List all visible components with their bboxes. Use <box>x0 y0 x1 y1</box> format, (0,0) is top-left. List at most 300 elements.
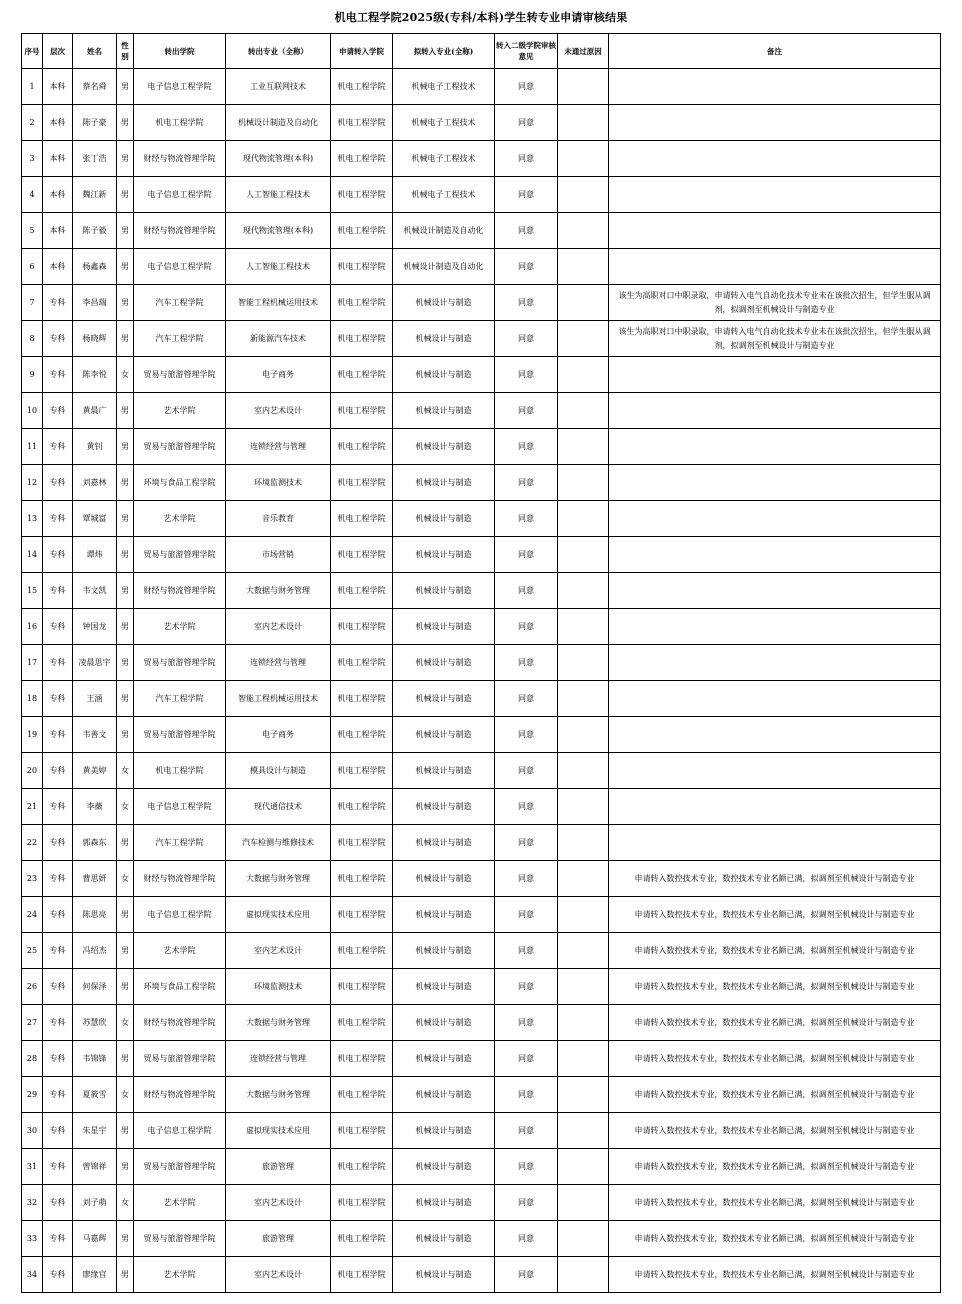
row-note <box>609 105 941 141</box>
row-opinion: 同意 <box>495 609 558 645</box>
row-no: 24 <box>22 897 43 933</box>
row-opinion: 同意 <box>495 1041 558 1077</box>
row-name: 韦文凯 <box>73 573 117 609</box>
row-from-major: 室内艺术设计 <box>226 933 331 969</box>
row-note <box>609 393 941 429</box>
row-no: 32 <box>22 1185 43 1221</box>
row-note: 该生为高职对口中职录取，申请转入电气自动化技术专业未在该批次招生，但学生服从调剂，拟调剂至机械设计与制造专业 <box>609 321 941 357</box>
row-reason <box>558 1149 609 1185</box>
row-from-college: 贸易与旅游管理学院 <box>134 1221 226 1257</box>
row-level: 专科 <box>43 1149 73 1185</box>
row-name: 魏江新 <box>73 177 117 213</box>
table-row <box>22 1077 941 1113</box>
row-reason <box>558 249 609 285</box>
row-gender: 男 <box>117 213 134 249</box>
row-reason <box>558 1041 609 1077</box>
row-opinion: 同意 <box>495 69 558 105</box>
row-note: 该生为高职对口中职录取，申请转入电气自动化技术专业未在该批次招生，但学生服从调剂，拟调剂至机械设计与制造专业 <box>609 285 941 321</box>
row-to-college: 机电工程学院 <box>331 969 393 1005</box>
table-row <box>22 753 941 789</box>
row-name: 廖缘官 <box>73 1257 117 1293</box>
row-opinion: 同意 <box>495 357 558 393</box>
table-row <box>22 105 941 141</box>
header-to-major: 拟转入专业(全称) <box>393 34 495 69</box>
row-no: 18 <box>22 681 43 717</box>
row-gender: 男 <box>117 69 134 105</box>
row-opinion: 同意 <box>495 645 558 681</box>
row-from-major: 室内艺术设计 <box>226 1185 331 1221</box>
header-opinion: 转入二级学院审核意见 <box>495 34 558 69</box>
table-row <box>22 861 941 897</box>
row-name: 王涵 <box>73 681 117 717</box>
row-no: 16 <box>22 609 43 645</box>
row-gender: 男 <box>117 825 134 861</box>
row-level: 专科 <box>43 825 73 861</box>
row-from-college: 贸易与旅游管理学院 <box>134 429 226 465</box>
row-no: 23 <box>22 861 43 897</box>
row-opinion: 同意 <box>495 861 558 897</box>
table-row <box>22 141 941 177</box>
row-gender: 女 <box>117 861 134 897</box>
row-from-major: 工业互联网技术 <box>226 69 331 105</box>
row-no: 1 <box>22 69 43 105</box>
row-no: 33 <box>22 1221 43 1257</box>
row-to-college: 机电工程学院 <box>331 1005 393 1041</box>
row-from-college: 电子信息工程学院 <box>134 897 226 933</box>
row-opinion: 同意 <box>495 501 558 537</box>
row-to-major: 机械设计与制造 <box>393 1041 495 1077</box>
row-to-major: 机械设计与制造 <box>393 501 495 537</box>
row-name: 李薇 <box>73 789 117 825</box>
row-from-college: 财经与物流管理学院 <box>134 573 226 609</box>
row-gender: 男 <box>117 609 134 645</box>
row-opinion: 同意 <box>495 789 558 825</box>
table-row <box>22 501 941 537</box>
row-level: 专科 <box>43 681 73 717</box>
row-to-college: 机电工程学院 <box>331 537 393 573</box>
row-level: 本科 <box>43 105 73 141</box>
row-note <box>609 429 941 465</box>
header-level: 层次 <box>43 34 73 69</box>
row-gender: 男 <box>117 573 134 609</box>
row-from-major: 旅游管理 <box>226 1221 331 1257</box>
row-to-college: 机电工程学院 <box>331 177 393 213</box>
row-name: 黄钊 <box>73 429 117 465</box>
row-name: 刘子萌 <box>73 1185 117 1221</box>
row-to-major: 机械设计与制造 <box>393 825 495 861</box>
row-opinion: 同意 <box>495 753 558 789</box>
row-reason <box>558 753 609 789</box>
row-no: 19 <box>22 717 43 753</box>
row-from-college: 汽车工程学院 <box>134 825 226 861</box>
row-note <box>609 249 941 285</box>
row-note: 申请转入数控技术专业，数控技术专业名额已满，拟调剂至机械设计与制造专业 <box>609 1185 941 1221</box>
row-gender: 男 <box>117 933 134 969</box>
table-row <box>22 573 941 609</box>
table-row <box>22 681 941 717</box>
row-no: 6 <box>22 249 43 285</box>
row-no: 20 <box>22 753 43 789</box>
row-note <box>609 465 941 501</box>
row-opinion: 同意 <box>495 717 558 753</box>
row-name: 覃城富 <box>73 501 117 537</box>
row-reason <box>558 825 609 861</box>
row-name: 黄晨广 <box>73 393 117 429</box>
row-note <box>609 537 941 573</box>
table-row <box>22 789 941 825</box>
row-to-college: 机电工程学院 <box>331 897 393 933</box>
row-to-major: 机械设计与制造 <box>393 1077 495 1113</box>
row-opinion: 同意 <box>495 969 558 1005</box>
row-reason <box>558 429 609 465</box>
row-from-major: 电子商务 <box>226 717 331 753</box>
row-level: 专科 <box>43 573 73 609</box>
row-from-major: 大数据与财务管理 <box>226 1005 331 1041</box>
row-opinion: 同意 <box>495 573 558 609</box>
row-to-college: 机电工程学院 <box>331 465 393 501</box>
table-row <box>22 717 941 753</box>
row-gender: 男 <box>117 897 134 933</box>
row-name: 何保泽 <box>73 969 117 1005</box>
row-to-college: 机电工程学院 <box>331 861 393 897</box>
row-from-major: 环境监测技术 <box>226 465 331 501</box>
row-level: 专科 <box>43 717 73 753</box>
row-reason <box>558 1113 609 1149</box>
row-no: 8 <box>22 321 43 357</box>
row-level: 专科 <box>43 789 73 825</box>
row-gender: 男 <box>117 1257 134 1293</box>
table-row <box>22 537 941 573</box>
row-no: 13 <box>22 501 43 537</box>
row-to-major: 机械设计与制造 <box>393 609 495 645</box>
row-to-major: 机械电子工程技术 <box>393 177 495 213</box>
row-from-college: 贸易与旅游管理学院 <box>134 357 226 393</box>
row-from-major: 虚拟现实技术应用 <box>226 1113 331 1149</box>
row-note <box>609 609 941 645</box>
row-opinion: 同意 <box>495 933 558 969</box>
row-from-college: 贸易与旅游管理学院 <box>134 1041 226 1077</box>
row-level: 专科 <box>43 609 73 645</box>
row-name: 黄美婷 <box>73 753 117 789</box>
row-note: 申请转入数控技术专业，数控技术专业名额已满，拟调剂至机械设计与制造专业 <box>609 1149 941 1185</box>
row-name: 杨晓辉 <box>73 321 117 357</box>
row-to-major: 机械设计与制造 <box>393 465 495 501</box>
row-to-college: 机电工程学院 <box>331 1077 393 1113</box>
row-from-college: 财经与物流管理学院 <box>134 1005 226 1041</box>
row-level: 本科 <box>43 249 73 285</box>
row-level: 专科 <box>43 393 73 429</box>
row-no: 25 <box>22 933 43 969</box>
row-to-college: 机电工程学院 <box>331 501 393 537</box>
row-opinion: 同意 <box>495 1005 558 1041</box>
row-reason <box>558 717 609 753</box>
row-from-college: 电子信息工程学院 <box>134 69 226 105</box>
row-to-major: 机械设计与制造 <box>393 357 495 393</box>
row-no: 26 <box>22 969 43 1005</box>
row-to-major: 机械电子工程技术 <box>393 141 495 177</box>
row-to-college: 机电工程学院 <box>331 645 393 681</box>
row-no: 2 <box>22 105 43 141</box>
header-name: 姓名 <box>73 34 117 69</box>
header-reason: 未通过原因 <box>558 34 609 69</box>
row-gender: 女 <box>117 1077 134 1113</box>
row-from-college: 汽车工程学院 <box>134 681 226 717</box>
row-gender: 女 <box>117 1005 134 1041</box>
row-from-college: 艺术学院 <box>134 609 226 645</box>
row-to-major: 机械设计与制造 <box>393 393 495 429</box>
row-opinion: 同意 <box>495 249 558 285</box>
row-from-college: 电子信息工程学院 <box>134 177 226 213</box>
row-from-college: 财经与物流管理学院 <box>134 861 226 897</box>
row-reason <box>558 1005 609 1041</box>
row-from-major: 虚拟现实技术应用 <box>226 897 331 933</box>
row-from-major: 人工智能工程技术 <box>226 249 331 285</box>
row-note <box>609 573 941 609</box>
row-no: 29 <box>22 1077 43 1113</box>
row-opinion: 同意 <box>495 681 558 717</box>
row-to-college: 机电工程学院 <box>331 321 393 357</box>
row-opinion: 同意 <box>495 1077 558 1113</box>
table-row <box>22 1113 941 1149</box>
row-name: 陈子豪 <box>73 105 117 141</box>
row-level: 专科 <box>43 1185 73 1221</box>
row-to-college: 机电工程学院 <box>331 1113 393 1149</box>
row-to-college: 机电工程学院 <box>331 717 393 753</box>
row-level: 专科 <box>43 321 73 357</box>
row-to-major: 机械设计与制造 <box>393 789 495 825</box>
row-note: 申请转入数控技术专业，数控技术专业名额已满，拟调剂至机械设计与制造专业 <box>609 1257 941 1293</box>
row-note <box>609 681 941 717</box>
row-name: 刘嘉林 <box>73 465 117 501</box>
row-to-major: 机械设计与制造 <box>393 681 495 717</box>
row-no: 7 <box>22 285 43 321</box>
results-table <box>21 33 941 1293</box>
row-gender: 男 <box>117 645 134 681</box>
row-from-major: 智能工程机械运用技术 <box>226 681 331 717</box>
row-to-major: 机械设计与制造 <box>393 645 495 681</box>
row-to-major: 机械设计制造及自动化 <box>393 249 495 285</box>
row-from-college: 电子信息工程学院 <box>134 789 226 825</box>
row-from-college: 贸易与旅游管理学院 <box>134 537 226 573</box>
table-row <box>22 393 941 429</box>
row-note <box>609 501 941 537</box>
row-name: 陈李悦 <box>73 357 117 393</box>
row-level: 专科 <box>43 537 73 573</box>
row-to-college: 机电工程学院 <box>331 753 393 789</box>
row-name: 曾锦祥 <box>73 1149 117 1185</box>
row-note: 申请转入数控技术专业，数控技术专业名额已满，拟调剂至机械设计与制造专业 <box>609 933 941 969</box>
row-note <box>609 213 941 249</box>
row-to-major: 机械设计制造及自动化 <box>393 213 495 249</box>
row-reason <box>558 897 609 933</box>
row-from-college: 电子信息工程学院 <box>134 249 226 285</box>
row-from-college: 电子信息工程学院 <box>134 1113 226 1149</box>
row-to-college: 机电工程学院 <box>331 357 393 393</box>
row-from-major: 音乐教育 <box>226 501 331 537</box>
row-gender: 男 <box>117 1041 134 1077</box>
row-gender: 男 <box>117 393 134 429</box>
row-reason <box>558 501 609 537</box>
row-gender: 女 <box>117 789 134 825</box>
row-no: 5 <box>22 213 43 249</box>
row-to-college: 机电工程学院 <box>331 213 393 249</box>
row-from-college: 贸易与旅游管理学院 <box>134 717 226 753</box>
row-to-college: 机电工程学院 <box>331 1221 393 1257</box>
row-gender: 男 <box>117 681 134 717</box>
row-reason <box>558 789 609 825</box>
table-row <box>22 69 941 105</box>
row-no: 14 <box>22 537 43 573</box>
row-to-major: 机械设计与制造 <box>393 1185 495 1221</box>
row-gender: 男 <box>117 465 134 501</box>
row-gender: 女 <box>117 357 134 393</box>
row-opinion: 同意 <box>495 429 558 465</box>
row-note <box>609 789 941 825</box>
row-no: 28 <box>22 1041 43 1077</box>
row-name: 陈思亮 <box>73 897 117 933</box>
row-level: 专科 <box>43 933 73 969</box>
row-reason <box>558 1077 609 1113</box>
row-name: 凌晨思宇 <box>73 645 117 681</box>
row-reason <box>558 609 609 645</box>
row-to-major: 机械电子工程技术 <box>393 105 495 141</box>
row-to-major: 机械设计与制造 <box>393 429 495 465</box>
row-from-major: 现代物流管理(本科) <box>226 141 331 177</box>
row-opinion: 同意 <box>495 177 558 213</box>
row-to-college: 机电工程学院 <box>331 1149 393 1185</box>
row-from-major: 新能源汽车技术 <box>226 321 331 357</box>
table-row <box>22 177 941 213</box>
row-to-college: 机电工程学院 <box>331 933 393 969</box>
row-level: 专科 <box>43 753 73 789</box>
row-to-college: 机电工程学院 <box>331 393 393 429</box>
row-to-major: 机械设计与制造 <box>393 861 495 897</box>
row-no: 21 <box>22 789 43 825</box>
row-to-college: 机电工程学院 <box>331 105 393 141</box>
row-to-college: 机电工程学院 <box>331 1257 393 1293</box>
row-gender: 男 <box>117 429 134 465</box>
row-gender: 女 <box>117 1185 134 1221</box>
row-to-major: 机械设计与制造 <box>393 573 495 609</box>
row-to-major: 机械设计与制造 <box>393 321 495 357</box>
row-level: 专科 <box>43 1221 73 1257</box>
table-row <box>22 465 941 501</box>
row-to-major: 机械电子工程技术 <box>393 69 495 105</box>
row-name: 李昌瑞 <box>73 285 117 321</box>
row-from-major: 现代物流管理(本科) <box>226 213 331 249</box>
table-row <box>22 1005 941 1041</box>
table-row <box>22 285 941 321</box>
row-note <box>609 357 941 393</box>
row-opinion: 同意 <box>495 537 558 573</box>
row-from-college: 机电工程学院 <box>134 105 226 141</box>
row-level: 本科 <box>43 213 73 249</box>
table-body <box>22 69 941 1293</box>
row-gender: 男 <box>117 285 134 321</box>
row-to-major: 机械设计与制造 <box>393 969 495 1005</box>
table-row <box>22 897 941 933</box>
row-gender: 男 <box>117 1149 134 1185</box>
row-opinion: 同意 <box>495 1257 558 1293</box>
row-level: 专科 <box>43 1113 73 1149</box>
row-reason <box>558 357 609 393</box>
row-name: 夏筱雪 <box>73 1077 117 1113</box>
row-no: 12 <box>22 465 43 501</box>
row-name: 陈子毅 <box>73 213 117 249</box>
row-name: 苏慧欣 <box>73 1005 117 1041</box>
row-name: 郭森东 <box>73 825 117 861</box>
row-from-major: 市场营销 <box>226 537 331 573</box>
row-reason <box>558 69 609 105</box>
row-level: 专科 <box>43 1077 73 1113</box>
row-no: 17 <box>22 645 43 681</box>
row-from-major: 连锁经营与管理 <box>226 1041 331 1077</box>
row-from-major: 大数据与财务管理 <box>226 573 331 609</box>
row-gender: 男 <box>117 1221 134 1257</box>
row-note <box>609 717 941 753</box>
row-note <box>609 825 941 861</box>
row-to-college: 机电工程学院 <box>331 1185 393 1221</box>
row-from-major: 室内艺术设计 <box>226 609 331 645</box>
row-reason <box>558 285 609 321</box>
table-row <box>22 645 941 681</box>
row-name: 朱星宇 <box>73 1113 117 1149</box>
row-from-major: 大数据与财务管理 <box>226 861 331 897</box>
row-from-major: 现代通信技术 <box>226 789 331 825</box>
row-opinion: 同意 <box>495 393 558 429</box>
row-to-college: 机电工程学院 <box>331 789 393 825</box>
table-row <box>22 1041 941 1077</box>
row-level: 专科 <box>43 1041 73 1077</box>
row-level: 本科 <box>43 141 73 177</box>
header-from-major: 转出专业（全称） <box>226 34 331 69</box>
row-from-college: 贸易与旅游管理学院 <box>134 1149 226 1185</box>
row-note: 申请转入数控技术专业，数控技术专业名额已满，拟调剂至机械设计与制造专业 <box>609 1077 941 1113</box>
row-to-college: 机电工程学院 <box>331 141 393 177</box>
row-no: 3 <box>22 141 43 177</box>
table-row <box>22 609 941 645</box>
row-opinion: 同意 <box>495 1221 558 1257</box>
row-opinion: 同意 <box>495 825 558 861</box>
table-row <box>22 1149 941 1185</box>
row-from-college: 财经与物流管理学院 <box>134 213 226 249</box>
row-level: 专科 <box>43 1005 73 1041</box>
table-row <box>22 357 941 393</box>
row-reason <box>558 861 609 897</box>
row-no: 30 <box>22 1113 43 1149</box>
row-from-college: 艺术学院 <box>134 1185 226 1221</box>
row-level: 专科 <box>43 357 73 393</box>
table-row <box>22 825 941 861</box>
row-opinion: 同意 <box>495 285 558 321</box>
row-to-college: 机电工程学院 <box>331 285 393 321</box>
row-from-college: 汽车工程学院 <box>134 321 226 357</box>
table-row <box>22 969 941 1005</box>
row-opinion: 同意 <box>495 321 558 357</box>
row-opinion: 同意 <box>495 1113 558 1149</box>
row-no: 10 <box>22 393 43 429</box>
row-note: 申请转入数控技术专业，数控技术专业名额已满，拟调剂至机械设计与制造专业 <box>609 1005 941 1041</box>
row-reason <box>558 933 609 969</box>
row-note: 申请转入数控技术专业，数控技术专业名额已满，拟调剂至机械设计与制造专业 <box>609 1113 941 1149</box>
table-row <box>22 213 941 249</box>
row-from-college: 机电工程学院 <box>134 753 226 789</box>
row-gender: 男 <box>117 249 134 285</box>
row-reason <box>558 105 609 141</box>
row-level: 专科 <box>43 285 73 321</box>
row-level: 专科 <box>43 1257 73 1293</box>
row-name: 杨鑫森 <box>73 249 117 285</box>
